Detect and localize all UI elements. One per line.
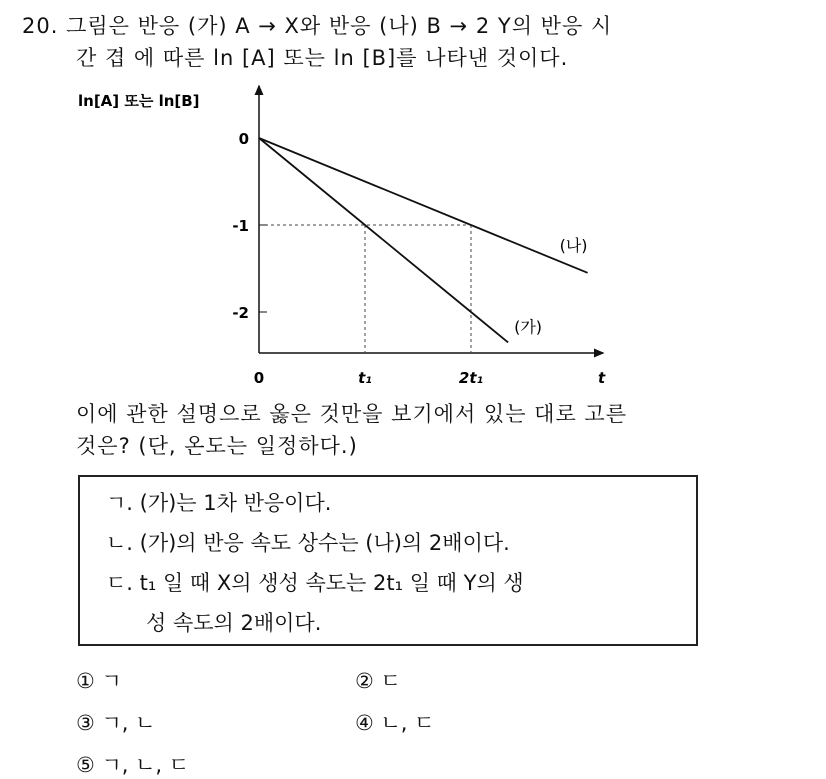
prompt-line-1: 이에 관한 설명으로 옳은 것만을 보기에서 있는 대로 고른 — [76, 402, 627, 426]
option-4[interactable]: ④ ㄴ, ㄷ — [355, 711, 435, 735]
x-tick-label: 2t₁ — [458, 369, 484, 387]
y-tick-label: -2 — [232, 304, 249, 322]
option-2[interactable]: ② ㄷ — [355, 669, 401, 693]
option-5[interactable]: ⑤ ㄱ, ㄴ, ㄷ — [76, 753, 190, 777]
statement-3-cont: 성 속도의 2배이다. — [146, 611, 322, 635]
series-line-1 — [259, 138, 588, 273]
option-1[interactable]: ① ㄱ — [76, 669, 122, 693]
series-line-0 — [259, 138, 508, 342]
series-label-1: (나) — [559, 235, 588, 255]
x-axis-label: t — [598, 369, 606, 387]
x-tick-label: t₁ — [358, 369, 372, 387]
y-axis-label: ln[A] 또는 ln[B] — [78, 92, 200, 110]
prompt-line-2: 것은? (단, 온도는 일정하다.) — [76, 434, 358, 458]
statements-box — [78, 475, 698, 646]
y-tick-label: 0 — [238, 130, 249, 148]
statement-2: ㄴ. (가)의 반응 속도 상수는 (나)의 2배이다. — [106, 531, 510, 555]
question-line-1: 그림은 반응 (가) A → X와 반응 (나) B → 2 Y의 반응 시 — [66, 14, 613, 38]
option-3[interactable]: ③ ㄱ, ㄴ — [76, 711, 156, 735]
series-label-0: (가) — [514, 317, 543, 337]
x-tick-label: 0 — [253, 369, 265, 387]
statement-3: ㄷ. t₁ 일 때 X의 생성 속도는 2t₁ 일 때 Y의 생 — [106, 571, 524, 595]
statement-1: ㄱ. (가)는 1차 반응이다. — [106, 491, 332, 515]
y-tick-label: -1 — [232, 217, 249, 235]
question-prompt — [76, 398, 627, 462]
question-number: 20. — [22, 14, 59, 38]
question-line-2: 간 겹 에 따른 ln [A] 또는 ln [B]를 나타낸 것이다. — [76, 46, 569, 70]
